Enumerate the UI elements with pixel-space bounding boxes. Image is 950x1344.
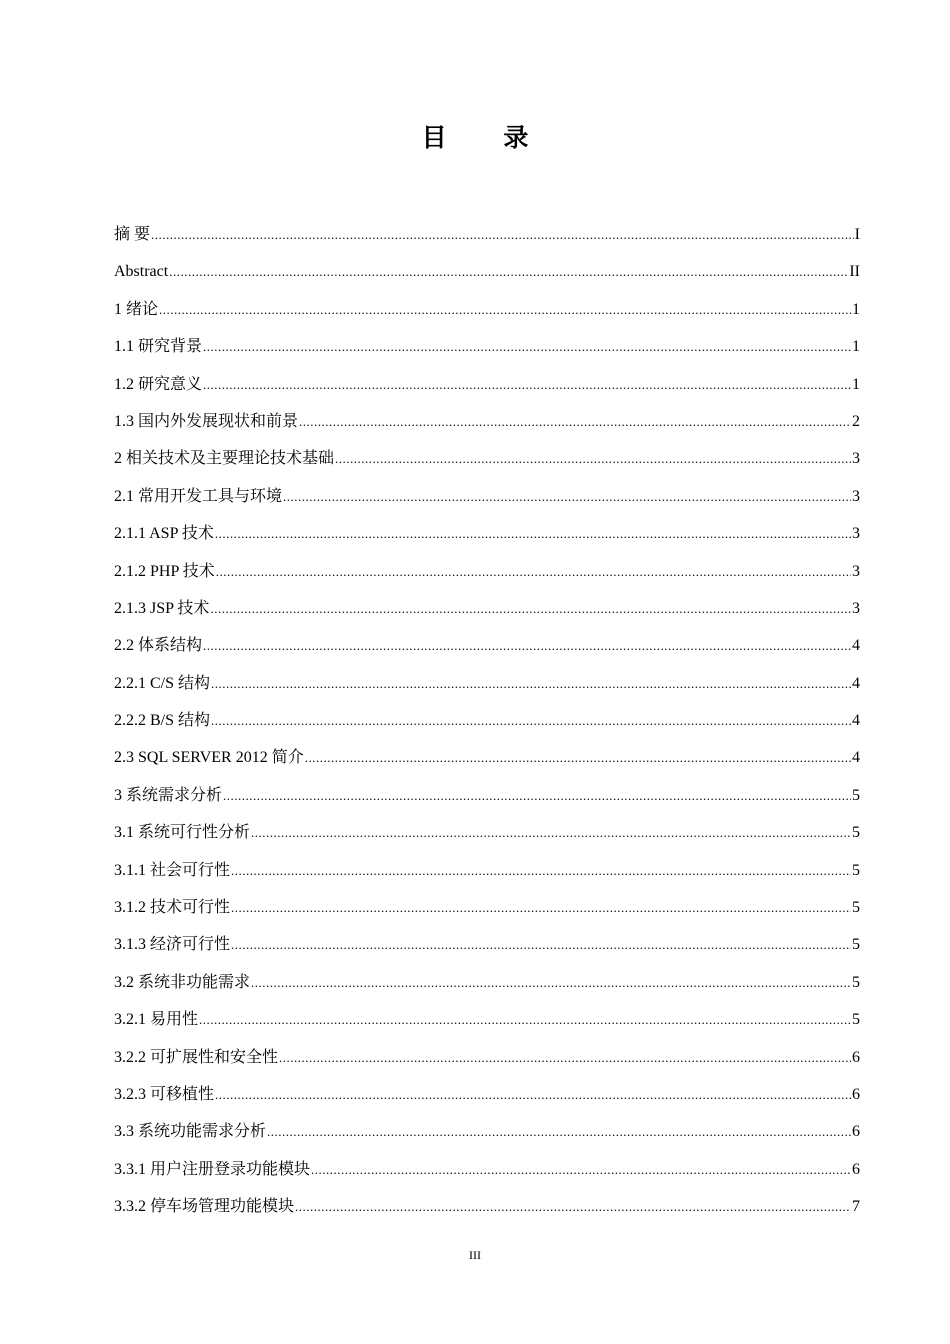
toc-entry-label: 3.2.2 可扩展性和安全性 [114,1048,279,1066]
toc-leader-dots [215,1076,851,1113]
toc-entry-label: 2.2 体系结构 [114,637,203,655]
toc-entry-page: II [849,263,860,281]
toc-entry-label: 3.2 系统非功能需求 [114,973,251,991]
toc-entry[interactable] [114,553,860,590]
table-of-contents [114,216,860,1226]
toc-entry-page: 3 [852,562,860,580]
toc-entry-page: 5 [852,936,860,954]
toc-entry[interactable] [114,702,860,739]
toc-entry[interactable] [114,440,860,477]
toc-entry-label: 3.3.2 停车场管理功能模块 [114,1198,295,1216]
toc-entry-label: 3 系统需求分析 [114,786,223,804]
toc-entry-label: 2.2.2 B/S 结构 [114,712,211,730]
toc-leader-dots [251,814,851,851]
toc-leader-dots [299,403,851,440]
toc-entry-page: 4 [852,712,860,730]
toc-entry-page: 3 [852,599,860,617]
toc-leader-dots [231,852,851,889]
toc-entry[interactable] [114,216,860,253]
toc-leader-dots [335,440,851,477]
toc-entry[interactable] [114,627,860,664]
toc-entry[interactable] [114,1151,860,1188]
toc-entry[interactable] [114,1001,860,1038]
toc-entry-label: 2.1.3 JSP 技术 [114,599,210,617]
toc-entry[interactable] [114,777,860,814]
toc-leader-dots [203,328,851,365]
toc-entry-label: 2.2.1 C/S 结构 [114,674,211,692]
toc-entry-label: 3.1.1 社会可行性 [114,861,231,879]
toc-entry[interactable] [114,328,860,365]
toc-leader-dots [203,627,851,664]
toc-entry-label: 3.2.3 可移植性 [114,1085,215,1103]
toc-entry-page: 5 [852,899,860,917]
toc-entry[interactable] [114,515,860,552]
toc-leader-dots [279,1039,851,1076]
toc-entry[interactable] [114,478,860,515]
toc-entry-label: 1.2 研究意义 [114,375,203,393]
toc-leader-dots [231,926,851,963]
toc-entry-label: 1 绪论 [114,300,159,318]
toc-entry-page: 2 [852,412,860,430]
toc-entry-label: 2.3 SQL SERVER 2012 简介 [114,749,304,767]
toc-entry[interactable] [114,739,860,776]
toc-entry-label: Abstract [114,263,169,281]
toc-entry-page: 1 [852,338,860,356]
toc-entry-label: 3.3 系统功能需求分析 [114,1123,267,1141]
toc-entry-label: 3.2.1 易用性 [114,1011,199,1029]
toc-entry[interactable] [114,403,860,440]
toc-leader-dots [199,1001,851,1038]
toc-entry-page: 3 [852,450,860,468]
toc-entry-page: 4 [852,749,860,767]
toc-entry-label: 3.1.2 技术可行性 [114,899,231,917]
toc-leader-dots [251,964,851,1001]
toc-entry-page: 6 [852,1123,860,1141]
toc-entry[interactable] [114,852,860,889]
toc-entry[interactable] [114,889,860,926]
toc-leader-dots [169,253,848,290]
toc-entry-page: 4 [852,637,860,655]
page-number-footer: III [469,1248,481,1262]
toc-entry-page: 3 [852,525,860,543]
toc-leader-dots [223,777,851,814]
toc-entry-label: 2.1.2 PHP 技术 [114,562,215,580]
toc-entry-page: 6 [852,1048,860,1066]
toc-entry[interactable] [114,366,860,403]
toc-entry[interactable] [114,1188,860,1225]
toc-leader-dots [231,889,851,926]
toc-entry[interactable] [114,590,860,627]
toc-leader-dots [151,216,854,253]
toc-entry-page: 5 [852,786,860,804]
toc-entry-page: I [854,226,860,243]
toc-leader-dots [210,590,851,627]
toc-entry-page: 6 [852,1085,860,1103]
toc-entry[interactable] [114,665,860,702]
toc-entry-page: 6 [852,1160,860,1178]
toc-entry-page: 7 [852,1198,860,1216]
toc-entry-label: 3.3.1 用户注册登录功能模块 [114,1160,311,1178]
toc-entry-label: 3.1 系统可行性分析 [114,824,251,842]
toc-entry-label: 1.1 研究背景 [114,338,203,356]
toc-entry-label: 1.3 国内外发展现状和前景 [114,412,299,430]
toc-entry-label: 2 相关技术及主要理论技术基础 [114,450,335,468]
toc-leader-dots [159,291,851,328]
toc-leader-dots [295,1188,851,1225]
toc-entry-label: 3.1.3 经济可行性 [114,936,231,954]
toc-leader-dots [211,702,851,739]
toc-leader-dots [203,366,851,403]
toc-entry[interactable] [114,814,860,851]
toc-entry-label: 2.1.1 ASP 技术 [114,525,214,543]
toc-leader-dots [283,478,851,515]
toc-entry[interactable] [114,926,860,963]
toc-entry[interactable] [114,253,860,290]
toc-entry-page: 5 [852,973,860,991]
toc-leader-dots [305,739,851,776]
toc-entry-page: 5 [852,1011,860,1029]
toc-entry-page: 3 [852,487,860,505]
page-title: 目 录 [421,123,553,152]
toc-entry-label: 2.1 常用开发工具与环境 [114,487,283,505]
toc-leader-dots [215,515,851,552]
toc-leader-dots [267,1113,851,1150]
toc-entry[interactable] [114,1076,860,1113]
toc-entry-page: 4 [852,674,860,692]
toc-leader-dots [311,1151,851,1188]
toc-leader-dots [211,665,851,702]
toc-entry-page: 1 [852,375,860,393]
toc-entry-page: 5 [852,824,860,842]
toc-entry[interactable] [114,1039,860,1076]
toc-leader-dots [216,553,851,590]
toc-entry-page: 5 [852,861,860,879]
toc-entry-page: 1 [852,300,860,318]
toc-entry[interactable] [114,291,860,328]
toc-entry-label: 摘 要 [114,226,151,243]
toc-entry[interactable] [114,1113,860,1150]
toc-entry[interactable] [114,964,860,1001]
